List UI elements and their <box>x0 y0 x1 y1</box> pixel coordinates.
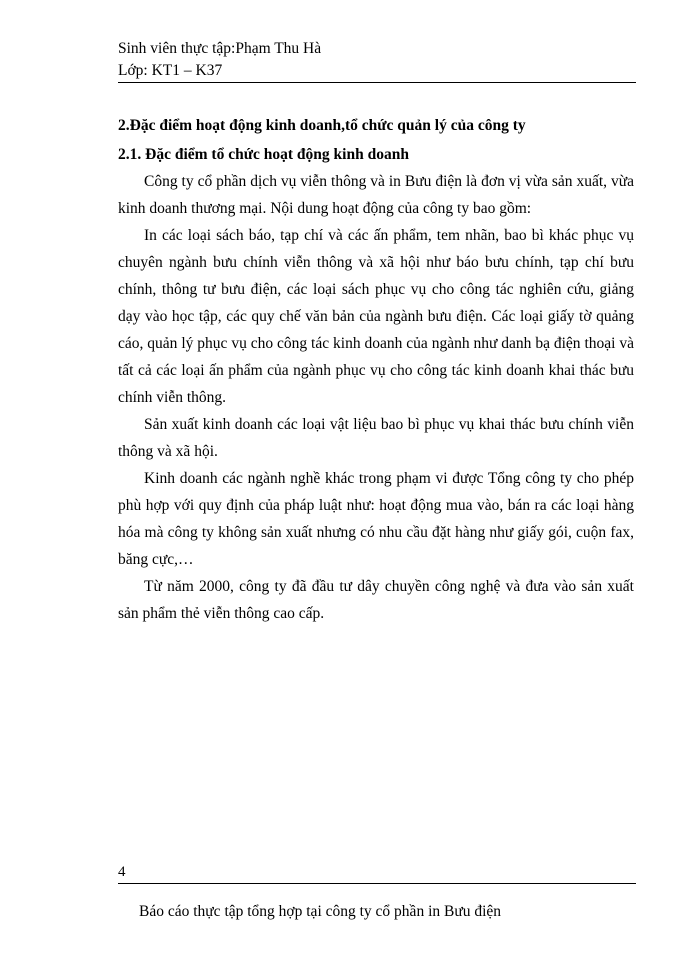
section-subheading: 2.1. Đặc điểm tổ chức hoạt động kinh doanh <box>118 146 409 163</box>
document-body <box>118 112 634 627</box>
class-label: Lớp: KT1 – K37 <box>118 62 223 79</box>
header-divider <box>118 82 636 83</box>
paragraph: Sản xuất kinh doanh các loại vật liệu bao bì phục vụ khai thác bưu chính viễn thông và xã hội. <box>118 416 634 460</box>
paragraph: Từ năm 2000, công ty đã đầu tư dây chuyền công nghệ và đưa vào sản xuất sản phẩm thẻ viễn thông cao cấp. <box>118 578 634 622</box>
paragraph: Kinh doanh các ngành nghề khác trong phạm vi được Tổng công ty cho phép phù hợp với quy định của pháp luật như: hoạt động mua vào, bán ra các loại hàng hóa mà công ty không sản xuất nhưng có nhu cầu đặt hàng như giấy gói, cuộn fax, băng cực,… <box>118 470 634 568</box>
paragraph: In các loại sách báo, tạp chí và các ấn phẩm, tem nhãn, bao bì khác phục vụ chuyên ngành bưu chính viễn thông và xã hội như báo bưu chính, tạp chí bưu chính, thông tư bưu điện, các loại sách phục vụ cho công tác nghiên cứu, giảng dạy vào học tập, các quy chế văn bản của ngành bưu điện. Các loại giấy tờ quảng cáo, quản lý phục vụ cho công tác kinh doanh của ngành như danh bạ điện thoại và tất cả các loại ấn phẩm của ngành phục vụ cho công tác kinh doanh khai thác bưu chính viễn thông. <box>118 227 634 406</box>
student-name: Sinh viên thực tập:Phạm Thu Hà <box>118 40 322 57</box>
paragraph: Công ty cổ phần dịch vụ viễn thông và in Bưu điện là đơn vị vừa sản xuất, vừa kinh doanh thương mại. Nội dung hoạt động của công ty bao gồm: <box>118 173 634 217</box>
section-heading: 2.Đặc điểm hoạt động kinh doanh,tổ chức quản lý của công ty <box>118 117 526 134</box>
page-footer: Báo cáo thực tập tổng hợp tại công ty cổ phần in Bưu điện <box>139 903 502 920</box>
footer-divider <box>118 883 636 884</box>
page-number: 4 <box>118 864 126 880</box>
page-header <box>118 38 638 82</box>
